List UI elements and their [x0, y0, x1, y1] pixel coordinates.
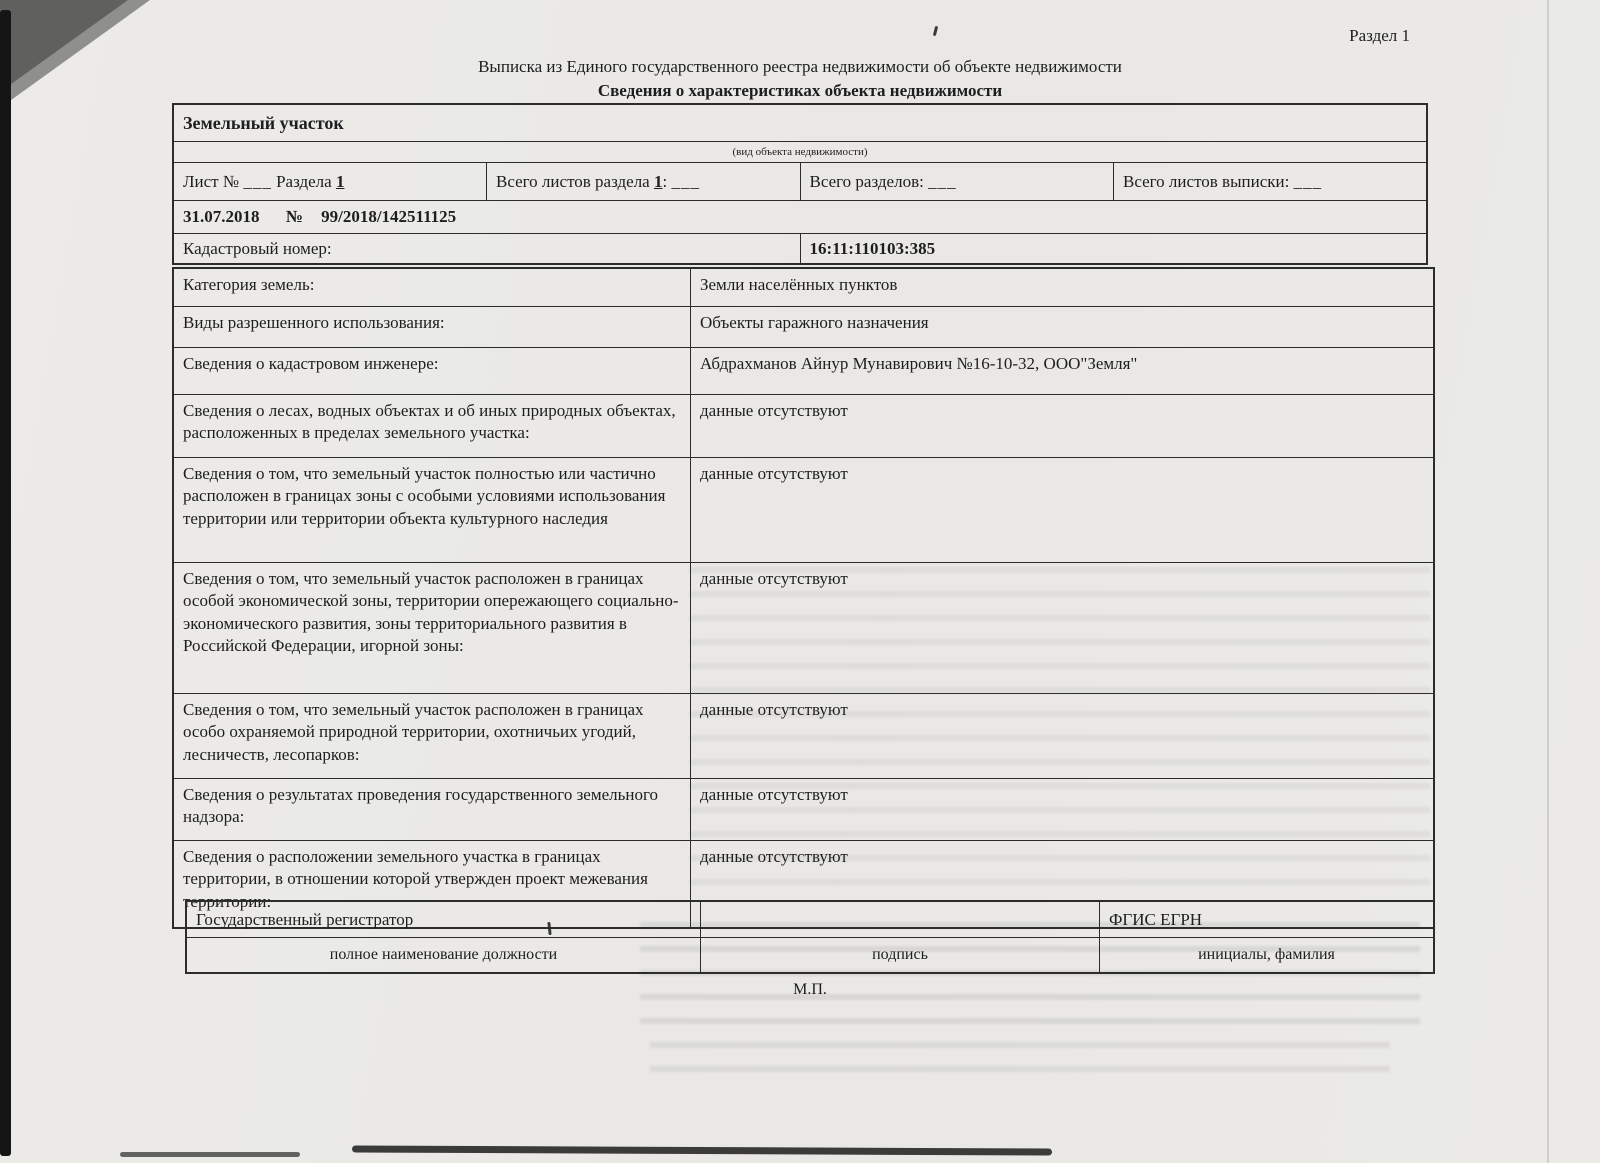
table-row: [173, 268, 1434, 307]
row-label: Сведения о результатах проведения государственного земельного надзора:: [173, 779, 691, 841]
extract-sheets-label: Всего листов выписки:: [1123, 171, 1290, 191]
sheets-total-colon: :: [662, 171, 668, 191]
scan-left-edge-artifact: [0, 10, 11, 1156]
table-row: [173, 458, 1434, 563]
document-title: Выписка из Единого государственного реестра недвижимости об объекте недвижимости: [478, 57, 1122, 76]
object-kind-caption: (вид объекта недвижимости): [173, 142, 1427, 163]
bleed-through-artifact: [650, 1035, 1390, 1075]
sections-total-blank: ___: [928, 171, 957, 191]
section-label: Раздел 1: [1349, 26, 1410, 45]
scan-right-edge-artifact: [1547, 0, 1549, 1163]
object-kind: Земельный участок: [173, 104, 1427, 142]
sheet-blank: ___: [243, 171, 272, 191]
row-label: Сведения о том, что земельный участок расположен в границах особой экономической зоны, территории опережающего социально-экономического развития, зоны территориального развития в Российской Федерации, игорной зоны:: [173, 563, 691, 694]
row-label: Виды разрешенного использования:: [173, 307, 691, 348]
row-value: данные отсутствуют: [691, 779, 1435, 841]
row-label: Категория земель:: [173, 268, 691, 307]
cadastral-value: 16:11:110103:385: [800, 234, 1427, 265]
extract-number: 99/2018/142511125: [321, 207, 457, 226]
sheet-number-cell: [173, 163, 487, 201]
row-label: Сведения о расположении земельного участка в границах территории, в отношении которой утвержден проект межевания территории:: [173, 841, 691, 929]
section-word: Раздела: [276, 171, 332, 191]
sheets-total-label: Всего листов раздела: [496, 171, 650, 191]
signature-caption: подпись: [701, 938, 1100, 974]
scan-bottom-smudge-artifact: [352, 1145, 1052, 1155]
cadastral-row: [173, 234, 1427, 265]
object-kind-caption-row: [173, 142, 1427, 163]
position-caption: полное наименование должности: [186, 938, 701, 974]
row-value: данные отсутствуют: [691, 563, 1435, 694]
row-value: Земли населённых пунктов: [691, 268, 1435, 307]
sections-total-cell: [800, 163, 1114, 201]
table-row: [173, 694, 1434, 779]
extract-sheets-cell: [1114, 163, 1428, 201]
row-label: Сведения о том, что земельный участок полностью или частично расположен в границах зоны с особыми условиями использования территории или территории объекта культурного наследия: [173, 458, 691, 563]
sheet-label: Лист №: [183, 171, 240, 191]
date-number-cell: [173, 201, 1427, 234]
header-table: [172, 103, 1428, 265]
signature-table: [185, 900, 1435, 974]
system-label: ФГИС ЕГРН: [1100, 901, 1435, 938]
extract-date: 31.07.2018: [183, 207, 260, 226]
row-label: Сведения о том, что земельный участок расположен в границах особо охраняемой природной территории, охотничьих угодий, лесничеств, лесопарков:: [173, 694, 691, 779]
signature-cell: [701, 901, 1100, 938]
row-label: Сведения о лесах, водных объектах и об иных природных объектах, расположенных в пределах земельного участка:: [173, 395, 691, 458]
sections-total-label: Всего разделов:: [809, 171, 924, 191]
table-row: [173, 395, 1434, 458]
date-number-row: [173, 201, 1427, 234]
registrar-label: Государственный регистратор: [186, 901, 701, 938]
stamp-place-label: М.П.: [793, 981, 827, 998]
row-value: данные отсутствуют: [691, 694, 1435, 779]
scan-bottom-smudge-artifact: [120, 1152, 300, 1157]
sheets-total-value: 1: [653, 171, 663, 191]
table-row: [173, 563, 1434, 694]
section-value: 1: [335, 171, 345, 191]
row-value: данные отсутствуют: [691, 841, 1435, 929]
sheet-info-row: [173, 163, 1427, 201]
details-table: [172, 267, 1435, 929]
table-row: [173, 307, 1434, 348]
table-row: [173, 348, 1434, 395]
row-value: Абдрахманов Айнур Мунавирович №16-10-32, ООО"Земля": [691, 348, 1435, 395]
sheets-total-cell: [487, 163, 801, 201]
number-sign: №: [285, 207, 303, 226]
signature-caption-row: [186, 938, 1434, 974]
cadastral-label: Кадастровый номер:: [173, 234, 800, 265]
row-label: Сведения о кадастровом инженере:: [173, 348, 691, 395]
extract-sheets-blank: ___: [1293, 171, 1323, 191]
signature-row: [186, 901, 1434, 938]
document-subtitle: Сведения о характеристиках объекта недвижимости: [597, 81, 1003, 100]
row-value: данные отсутствуют: [691, 395, 1435, 458]
name-caption: инициалы, фамилия: [1100, 938, 1435, 974]
sheets-total-blank: ___: [671, 171, 700, 191]
row-value: Объекты гаражного назначения: [691, 307, 1435, 348]
ink-speck-artifact: [933, 26, 938, 36]
row-value: данные отсутствуют: [691, 458, 1435, 563]
object-kind-row: [173, 104, 1427, 142]
table-row: [173, 779, 1434, 841]
